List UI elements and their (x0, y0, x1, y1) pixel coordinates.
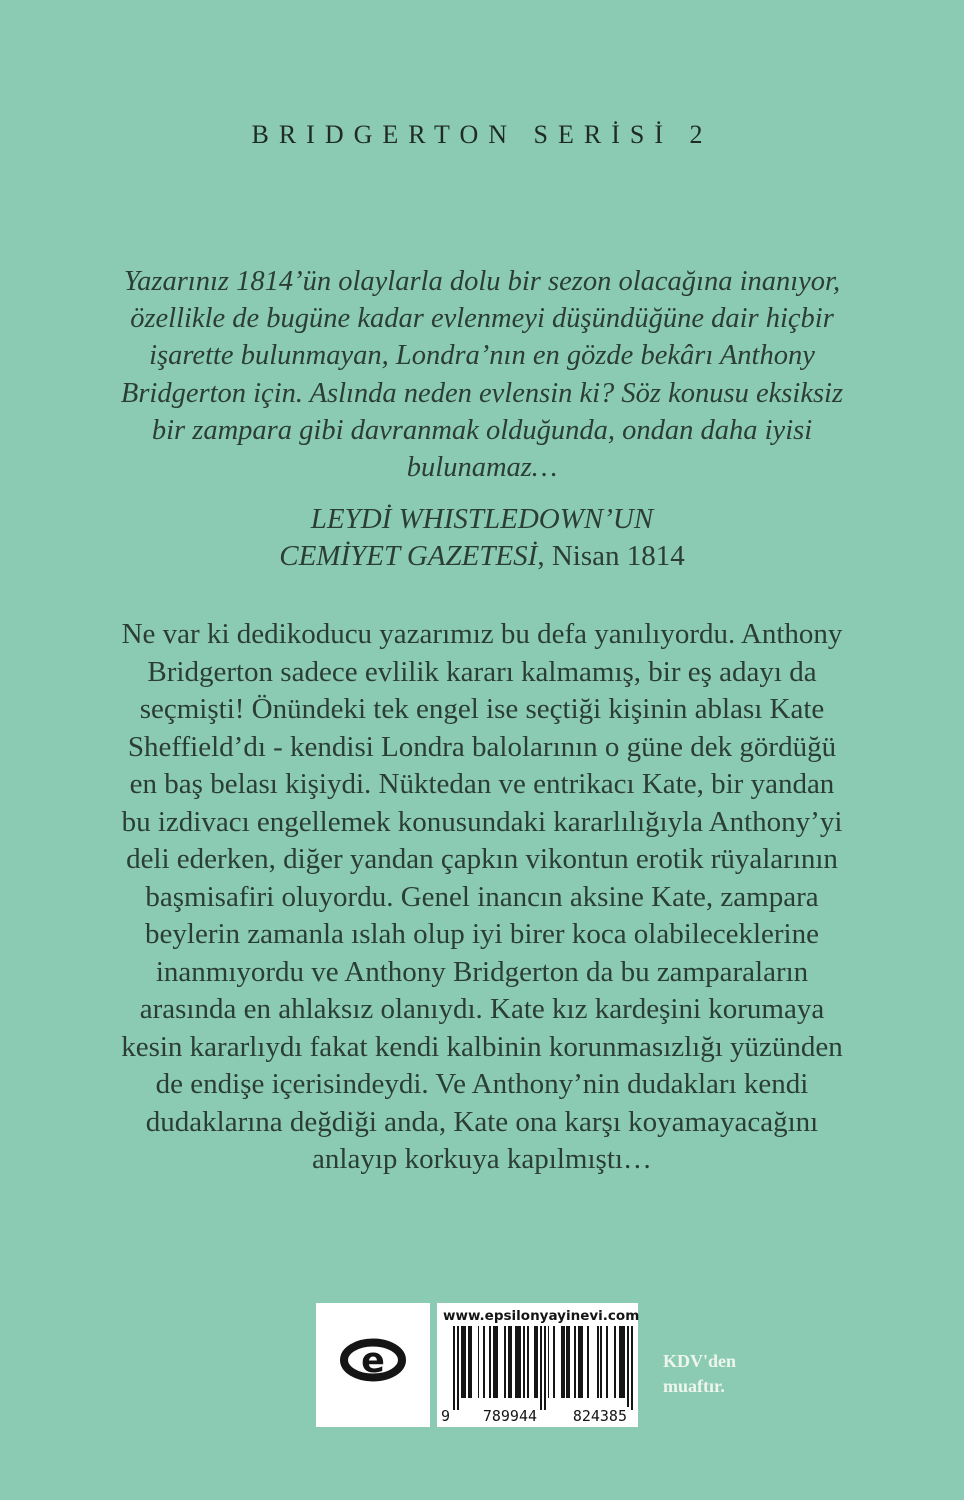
text-line: bu izdivacı engellemek konusundaki kararlılığıyla Anthony’yi (121, 805, 843, 838)
text-line: Sheffield’dı - kendisi Londra balolarının o güne dek gördüğü (127, 730, 837, 763)
tax-note-line-1: KDV'den (663, 1351, 737, 1371)
review-quote (72, 263, 892, 486)
barcode (443, 1326, 632, 1410)
barcode-box (437, 1303, 638, 1427)
text-line: bulunamaz… (406, 452, 558, 484)
text-line: deli ederken, diğer yandan çapkın vikontun erotik rüyalarının (126, 843, 838, 875)
text-line: özellikle de bugüne kadar evlenmeyi düşündüğüne dair hiçbir (130, 303, 834, 335)
barcode-digit-group-1: 789944 (480, 1407, 540, 1425)
text-line: beylerin zamanla ıslah olup iyi birer koca olabileceklerine (145, 918, 819, 950)
series-title: BRIDGERTON SERİSİ 2 (251, 120, 713, 149)
attribution-date: , Nisan 1814 (537, 540, 685, 572)
text-line: inanmıyordu ve Anthony Bridgerton da bu zamparaların (155, 955, 809, 988)
text-line: en baş belası kişiydi. Nüktedan ve entrikacı Kate, bir yandan (129, 768, 835, 800)
barcode-digits (441, 1407, 630, 1425)
epsilon-logo-icon (328, 1330, 418, 1390)
text-line: Bridgerton sadece evlilik kararı kalmamış, bir eş adayı da (147, 655, 817, 688)
text-line: anlayıp korkuya kapılmıştı… (312, 1143, 652, 1175)
footer-barcode-area (316, 1303, 736, 1427)
synopsis-text (62, 616, 902, 1179)
barcode-digit-group-2: 824385 (570, 1407, 630, 1425)
attribution-publication-line (72, 538, 892, 575)
text-line: seçmişti! Önündeki tek engel ise seçtiği kişinin ablası Kate (139, 693, 825, 725)
text-line: Bridgerton için. Aslında neden evlensin ki? Söz konusu eksiksiz (120, 377, 844, 409)
attribution-publication: CEMİYET GAZETESİ (279, 540, 538, 572)
quote-attribution (72, 501, 892, 575)
text-line: bir zampara gibi davranmak olduğunda, ondan daha iyisi (151, 414, 813, 446)
text-line: kesin kararlıydı fakat kendi kalbinin korunmasızlığı yüzünden (121, 1030, 843, 1063)
text-line: de endişe içerisindeydi. Ve Anthony’nin dudakları kendi (155, 1068, 809, 1100)
publisher-website: www.epsilonyayinevi.com (443, 1308, 640, 1324)
svg-text:e: e (361, 1341, 385, 1381)
tax-note-line-2: muaftır. (663, 1376, 725, 1396)
attribution-author: LEYDİ WHISTLEDOWN’UN (310, 503, 654, 535)
text-line: işarette bulunmayan, Londra’nın en gözde bekârı Anthony (149, 340, 815, 372)
publisher-logo-box (316, 1303, 430, 1427)
text-line: Yazarınız 1814’ün olaylarla dolu bir sezon olacağına inanıyor, (123, 266, 841, 297)
attribution-author-line (72, 501, 892, 538)
text-line: dudaklarına değdiği anda, Kate ona karşı koyamayacağını (145, 1105, 819, 1138)
text-line: başmisafiri oluyordu. Genel inancın aksine Kate, zampara (145, 880, 819, 913)
text-line: Ne var ki dedikoducu yazarımız bu defa yanılıyordu. Anthony (121, 618, 843, 650)
barcode-digit-lead: 9 (441, 1407, 451, 1425)
text-line: arasında en ahlaksız olanıydı. Kate kız kardeşini korumaya (139, 993, 825, 1025)
tax-exempt-note (663, 1349, 736, 1399)
